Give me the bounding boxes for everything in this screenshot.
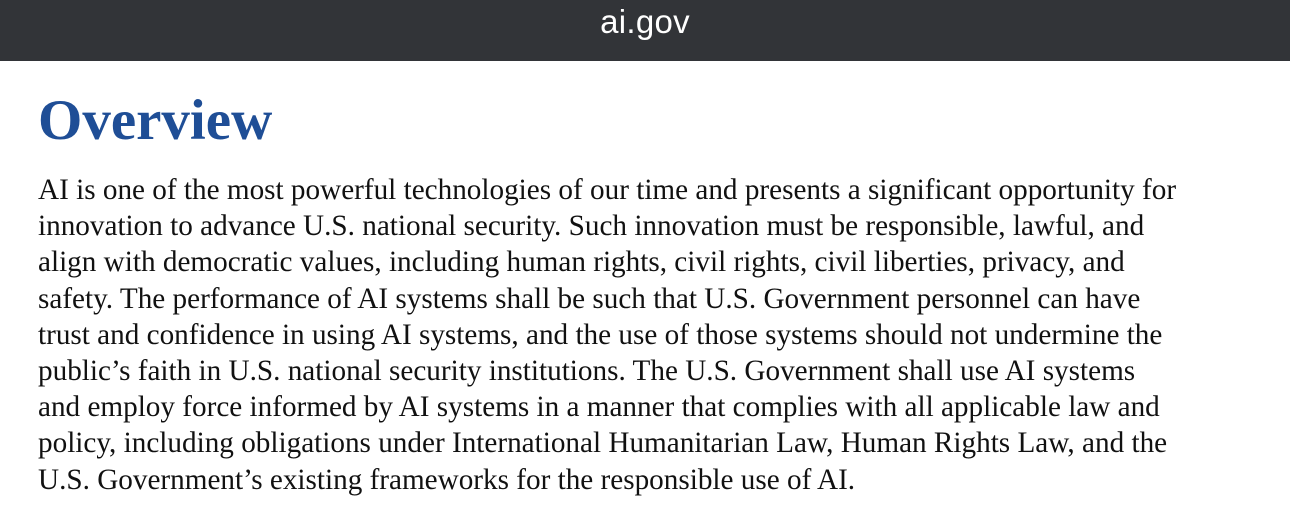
- article: [38, 88, 1278, 498]
- paragraph-line: AI is one of the most powerful technologies of our time and presents a significant opportunity for: [38, 174, 1177, 206]
- url-text[interactable]: ai.gov: [600, 3, 690, 40]
- paragraph-line: innovation to advance U.S. national security. Such innovation must be responsible, lawful, and: [38, 210, 1145, 243]
- paragraph-line: policy, including obligations under International Humanitarian Law, Human Rights Law, and the: [38, 427, 1168, 460]
- paragraph-line: and employ force informed by AI systems in a manner that complies with all applicable law and: [38, 391, 1160, 424]
- paragraph-line: trust and confidence in using AI systems, and the use of those systems should not undermine the: [38, 318, 1163, 351]
- paragraph-line: public’s faith in U.S. national security institutions. The U.S. Government shall use AI systems: [38, 355, 1136, 388]
- paragraph-line: align with democratic values, including human rights, civil rights, civil liberties, privacy, and: [38, 246, 1125, 279]
- paragraph-line: U.S. Government’s existing frameworks for the responsible use of AI.: [38, 463, 856, 496]
- browser-address-bar[interactable]: [0, 0, 1290, 61]
- overview-paragraph: [38, 172, 1278, 498]
- page-title: Overview: [38, 89, 273, 152]
- paragraph-line: safety. The performance of AI systems shall be such that U.S. Government personnel can have: [38, 282, 1141, 315]
